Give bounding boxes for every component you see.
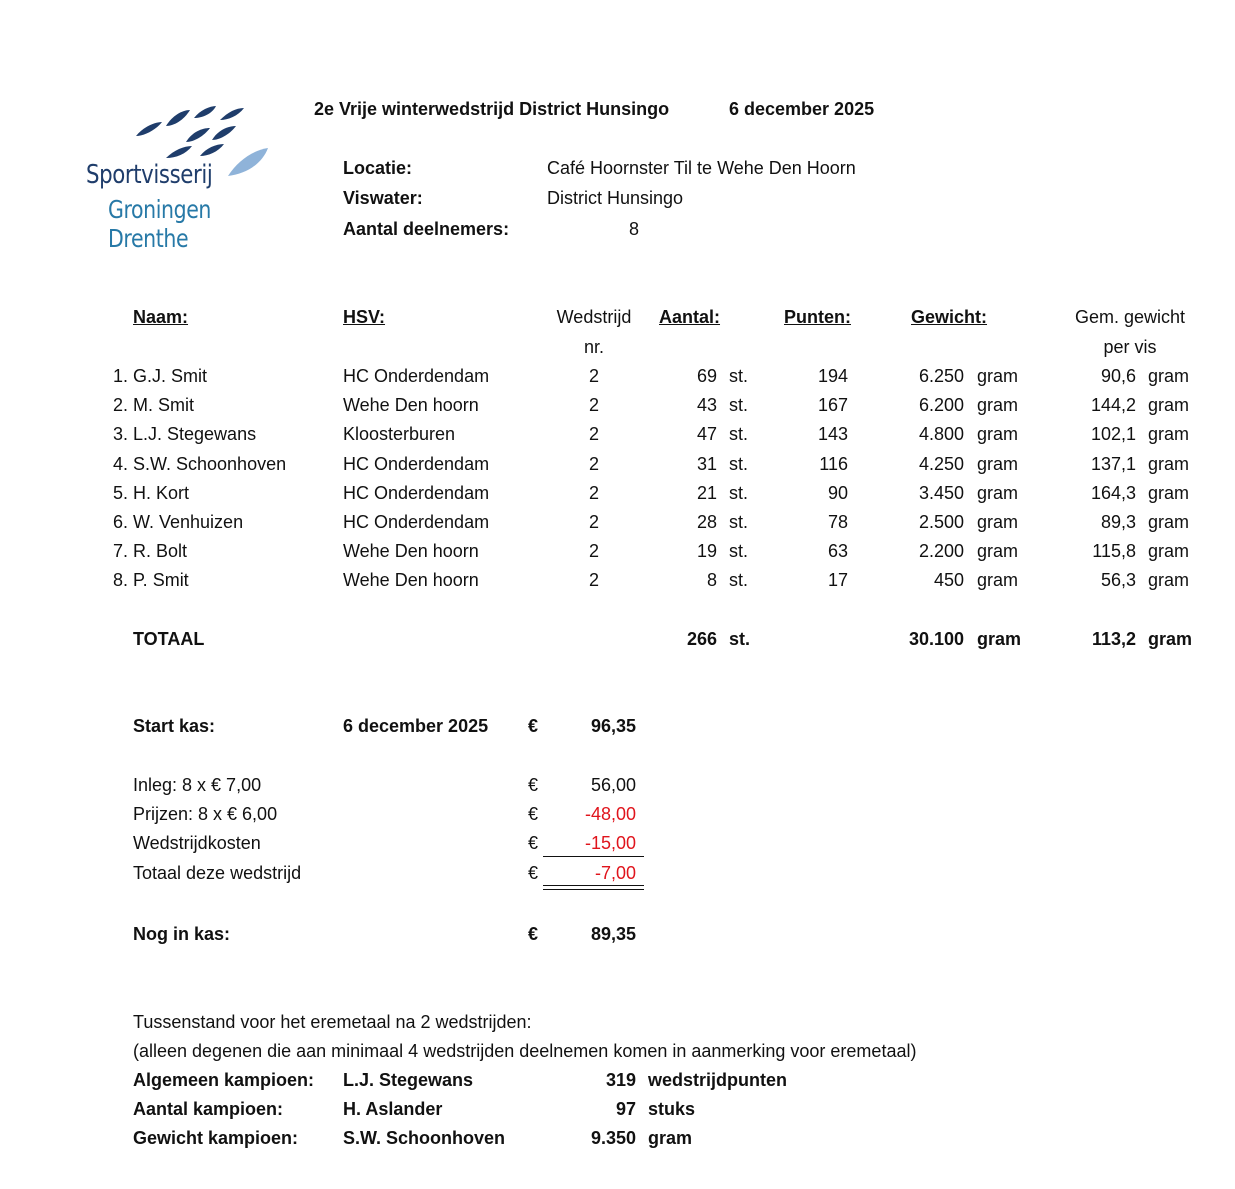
gewicht: 2.200 [918, 541, 964, 562]
header-wedstrijd-nr: nr. [583, 337, 604, 357]
champion-unit: gram [648, 1128, 693, 1149]
header-wedstrijd: Wedstrijd [556, 307, 632, 327]
gem-gewicht-unit: gram [1148, 541, 1190, 562]
euro-sign: € [528, 924, 539, 944]
hsv: Kloosterburen [343, 424, 456, 445]
nog-in-kas-label: Nog in kas: [133, 924, 231, 944]
punten: 90 [827, 482, 848, 503]
rank: 1. [112, 366, 128, 386]
header-gewicht: Gewicht: [911, 307, 988, 327]
header-hsv: HSV: [343, 307, 386, 327]
gewicht: 4.250 [918, 453, 964, 474]
gem-gewicht: 115,8 [1092, 541, 1136, 562]
standings-intro: Tussenstand voor het eremetaal na 2 wedstrijden: [133, 1012, 532, 1032]
rank: 2. [112, 395, 128, 416]
wedstrijd-nr: 2 [588, 570, 599, 591]
champion-name: S.W. Schoonhoven [343, 1128, 506, 1149]
gewicht: 3.450 [918, 482, 964, 503]
locatie-label: Locatie: [343, 158, 413, 178]
champion-unit: wedstrijdpunten [648, 1070, 787, 1090]
kas-item-label: Inleg: 8 x € 7,00 [133, 775, 262, 795]
header-punten: Punten: [784, 307, 851, 327]
total-st: st. [729, 629, 751, 649]
aantal: 47 [696, 424, 717, 445]
aantal-unit: st. [729, 424, 749, 445]
euro-sign: € [528, 775, 539, 795]
champion-value: 319 [605, 1070, 636, 1090]
gem-gewicht-unit: gram [1148, 395, 1190, 416]
rank: 4. [112, 453, 128, 474]
gem-gewicht: 164,3 [1090, 482, 1136, 503]
gewicht-unit: gram [977, 366, 1019, 386]
champion-value: 9.350 [590, 1128, 636, 1149]
rank: 5. [112, 482, 128, 503]
aantal: 69 [696, 366, 717, 386]
euro-sign: € [528, 833, 539, 854]
logo [82, 100, 297, 253]
header-gem-gewicht: Gem. gewicht [1074, 307, 1186, 327]
punten: 63 [827, 541, 848, 562]
wedstrijd-nr: 2 [588, 512, 599, 532]
page-title: 2e Vrije winterwedstrijd District Hunsingo [314, 99, 670, 119]
champion-name: L.J. Stegewans [343, 1070, 474, 1090]
aantal-unit: st. [729, 541, 749, 562]
champion-category: Aantal kampioen: [133, 1099, 284, 1120]
nog-in-kas-value: 89,35 [590, 924, 636, 944]
punten: 194 [817, 366, 848, 386]
wedstrijd-nr: 2 [588, 395, 599, 416]
total-gewicht: 30.100 [908, 629, 964, 649]
kas-item-label: Prijzen: 8 x € 6,00 [133, 804, 278, 825]
aantal: 31 [696, 453, 717, 474]
punten: 116 [819, 453, 848, 474]
aantal: 21 [696, 482, 717, 503]
gem-gewicht-unit: gram [1148, 570, 1190, 591]
participant-name: M. Smit [133, 395, 194, 416]
total-gem: 113,2 [1091, 629, 1136, 649]
kas-item-value: -7,00 [594, 862, 636, 883]
punten: 78 [827, 512, 848, 532]
gewicht: 6.250 [918, 366, 964, 386]
punten: 17 [827, 570, 848, 591]
punten: 167 [817, 395, 848, 416]
deelnemers-value: 8 [629, 219, 640, 239]
participant-name: W. Venhuizen [133, 512, 244, 532]
kas-item-label: Wedstrijdkosten [133, 833, 261, 854]
hsv: HC Onderdendam [343, 512, 490, 532]
gewicht-unit: gram [977, 570, 1019, 591]
aantal-unit: st. [729, 453, 749, 474]
punten: 143 [817, 424, 848, 445]
gem-gewicht: 90,6 [1100, 366, 1136, 386]
gem-gewicht: 102,1 [1090, 424, 1136, 445]
rank: 6. [112, 512, 128, 532]
gewicht-unit: gram [977, 512, 1019, 532]
gem-gewicht-unit: gram [1148, 512, 1190, 532]
aantal: 19 [696, 541, 717, 562]
rank: 3. [112, 424, 128, 445]
aantal-unit: st. [729, 512, 749, 532]
champion-category: Algemeen kampioen: [133, 1070, 315, 1090]
participant-name: G.J. Smit [133, 366, 208, 386]
champion-name: H. Aslander [343, 1099, 443, 1120]
participant-name: R. Bolt [133, 541, 188, 562]
gewicht-unit: gram [977, 482, 1019, 503]
hsv: Wehe Den hoorn [343, 541, 479, 562]
header-aantal: Aantal: [659, 307, 721, 327]
wedstrijd-nr: 2 [588, 541, 599, 562]
viswater-label: Viswater: [343, 188, 423, 208]
header-date: 6 december 2025 [729, 99, 875, 119]
kas-item-label: Totaal deze wedstrijd [133, 862, 302, 883]
gewicht-unit: gram [977, 424, 1019, 445]
header-naam: Naam: [133, 307, 189, 327]
wedstrijd-nr: 2 [588, 482, 599, 503]
logo-text-sportvisserij: Sportvisserij [86, 160, 213, 190]
gewicht-unit: gram [977, 453, 1019, 474]
wedstrijd-nr: 2 [588, 424, 599, 445]
total-gram: gram [977, 629, 1022, 649]
aantal: 8 [706, 570, 717, 591]
total-label: TOTAAL [133, 629, 205, 649]
kas-item-value: 56,00 [590, 775, 636, 795]
participant-name: H. Kort [133, 482, 190, 503]
total-aantal: 266 [686, 629, 717, 649]
deelnemers-label: Aantal deelnemers: [343, 219, 510, 239]
gem-gewicht-unit: gram [1148, 482, 1190, 503]
aantal-unit: st. [729, 395, 749, 416]
gewicht: 2.500 [918, 512, 964, 532]
kas-item-value: -15,00 [584, 833, 636, 854]
hsv: HC Onderdendam [343, 453, 490, 474]
total-double-line [543, 885, 644, 890]
rank: 8. [112, 570, 128, 591]
gem-gewicht-unit: gram [1148, 366, 1190, 386]
champion-value: 97 [615, 1099, 636, 1120]
gewicht: 6.200 [918, 395, 964, 416]
euro-sign: € [528, 716, 539, 736]
wedstrijd-nr: 2 [588, 453, 599, 474]
champion-category: Gewicht kampioen: [133, 1128, 299, 1149]
standings-note: (alleen degenen die aan minimaal 4 wedstrijden deelnemen komen in aanmerking voor eremetaal) [133, 1041, 917, 1061]
aantal-unit: st. [729, 570, 749, 591]
rank: 7. [112, 541, 128, 562]
participant-name: L.J. Stegewans [133, 424, 257, 445]
gem-gewicht: 89,3 [1100, 512, 1136, 532]
gem-gewicht-unit: gram [1148, 453, 1190, 474]
header-per-vis: per vis [1103, 337, 1157, 357]
gewicht-unit: gram [977, 395, 1019, 416]
participant-name: S.W. Schoonhoven [133, 453, 287, 474]
aantal: 43 [696, 395, 717, 416]
euro-sign: € [528, 804, 539, 825]
subtotal-line [543, 856, 644, 857]
locatie-value: Café Hoornster Til te Wehe Den Hoorn [547, 158, 856, 178]
gewicht: 450 [933, 570, 964, 591]
hsv: Wehe Den hoorn [343, 570, 479, 591]
hsv: HC Onderdendam [343, 366, 490, 386]
aantal-unit: st. [729, 366, 749, 386]
hsv: Wehe Den hoorn [343, 395, 479, 416]
aantal: 28 [696, 512, 717, 532]
start-kas-date: 6 december 2025 [343, 716, 489, 736]
participant-name: P. Smit [133, 570, 189, 591]
gem-gewicht: 56,3 [1100, 570, 1136, 591]
gem-gewicht: 137,1 [1090, 453, 1136, 474]
total-gem-gram: gram [1148, 629, 1193, 649]
wedstrijd-nr: 2 [588, 366, 599, 386]
gewicht: 4.800 [918, 424, 964, 445]
logo-text-groningen-drenthe: Groningen Drenthe [108, 195, 212, 253]
champion-unit: stuks [648, 1099, 696, 1120]
start-kas-label: Start kas: [133, 716, 216, 736]
viswater-value: District Hunsingo [547, 188, 684, 208]
start-kas-value: 96,35 [590, 716, 636, 736]
kas-item-value: -48,00 [584, 804, 636, 825]
gem-gewicht-unit: gram [1148, 424, 1190, 445]
gewicht-unit: gram [977, 541, 1019, 562]
aantal-unit: st. [729, 482, 749, 503]
hsv: HC Onderdendam [343, 482, 490, 503]
gem-gewicht: 144,2 [1090, 395, 1136, 416]
euro-sign: € [528, 862, 539, 883]
